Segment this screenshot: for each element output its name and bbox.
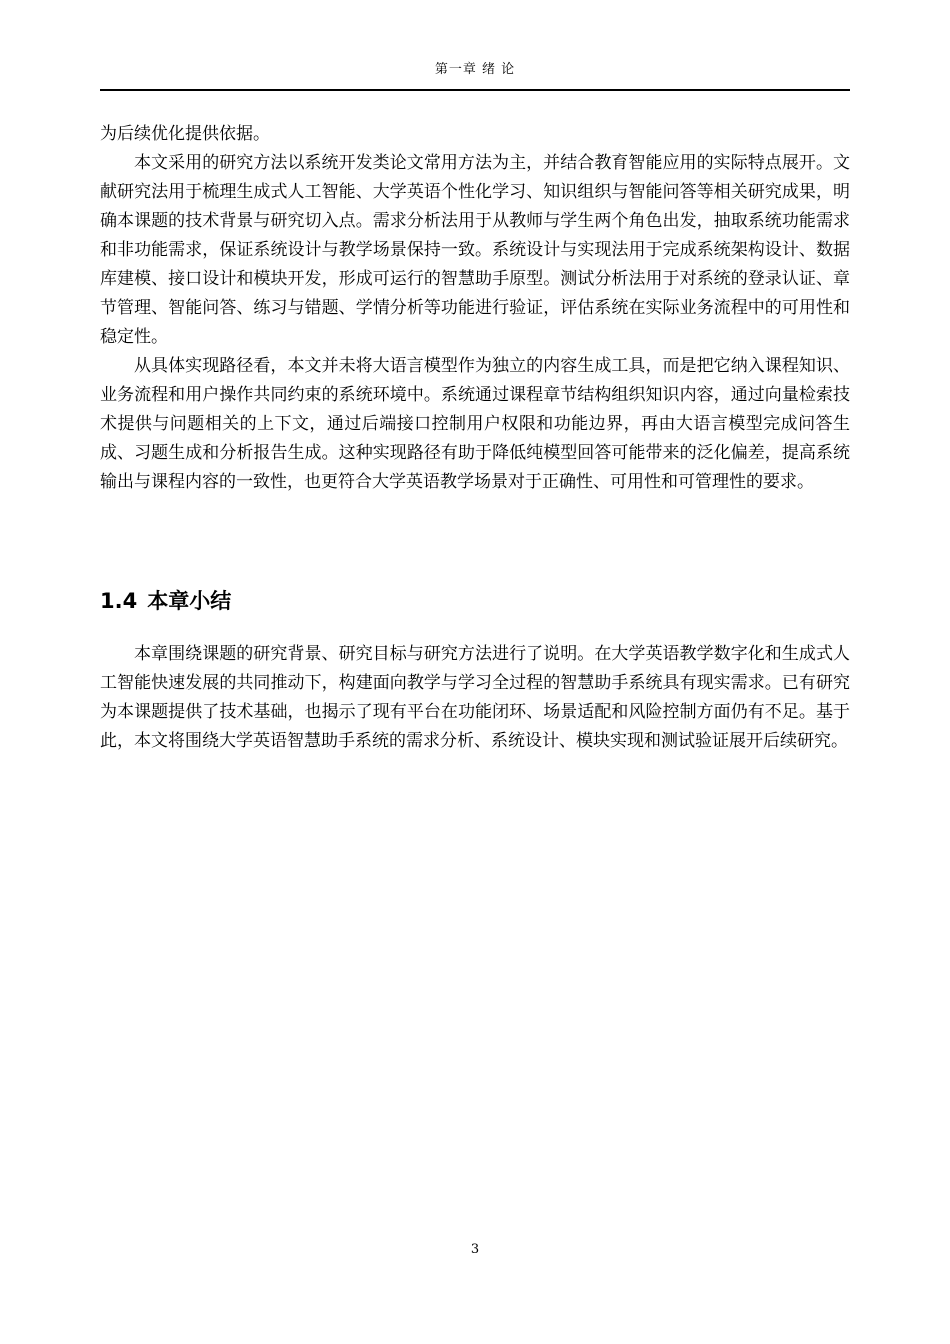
running-header: 第一章 绪 论 (434, 62, 516, 77)
header-divider (100, 89, 850, 91)
section-number: 1.4 (100, 589, 138, 613)
page-number: 3 (470, 1242, 480, 1257)
paragraph-research-methods: 本文采用的研究方法以系统开发类论文常用方法为主，并结合教育智能应用的实际特点展开。文献研究法用于梳理生成式人工智能、大学英语个性化学习、知识组织与智能问答等相关研究成果，明确本课题的技术背景与研究切入点。需求分析法用于从教师与学生两个角色出发，抽取系统功能需求和非功能需求，保证系统设计与教学场景保持一致。系统设计与实现法用于完成系统架构设计、数据库建模、接口设计和模块开发，形成可运行的智慧助手原型。测试分析法用于对系统的登录认证、章节管理、智能问答、练习与错题、学情分析等功能进行验证，评估系统在实际业务流程中的可用性和稳定性。 (100, 153, 850, 347)
section-body (100, 640, 850, 756)
paragraph-chapter-summary: 本章围绕课题的研究背景、研究目标与研究方法进行了说明。在大学英语教学数字化和生成式人工智能快速发展的共同推动下，构建面向教学与学习全过程的智慧助手系统具有现实需求。已有研究为本课题提供了技术基础，也揭示了现有平台在功能闭环、场景适配和风险控制方面仍有不足。基于此，本文将围绕大学英语智慧助手系统的需求分析、系统设计、模块实现和测试验证展开后续研究。 (100, 644, 850, 751)
section-heading (100, 583, 231, 619)
paragraph-continuation: 为后续优化提供依据。 (100, 124, 270, 144)
paragraph-implementation-path: 从具体实现路径看，本文并未将大语言模型作为独立的内容生成工具，而是把它纳入课程知识、业务流程和用户操作共同约束的系统环境中。系统通过课程章节结构组织知识内容，通过向量检索技术提供与问题相关的上下文，通过后端接口控制用户权限和功能边界，再由大语言模型完成问答生成、习题生成和分析报告生成。这种实现路径有助于降低纯模型回答可能带来的泛化偏差，提高系统输出与课程内容的一致性，也更符合大学英语教学场景对于正确性、可用性和可管理性的要求。 (100, 356, 850, 492)
chapter-body (100, 120, 850, 497)
section-title: 本章小结 (147, 589, 232, 613)
